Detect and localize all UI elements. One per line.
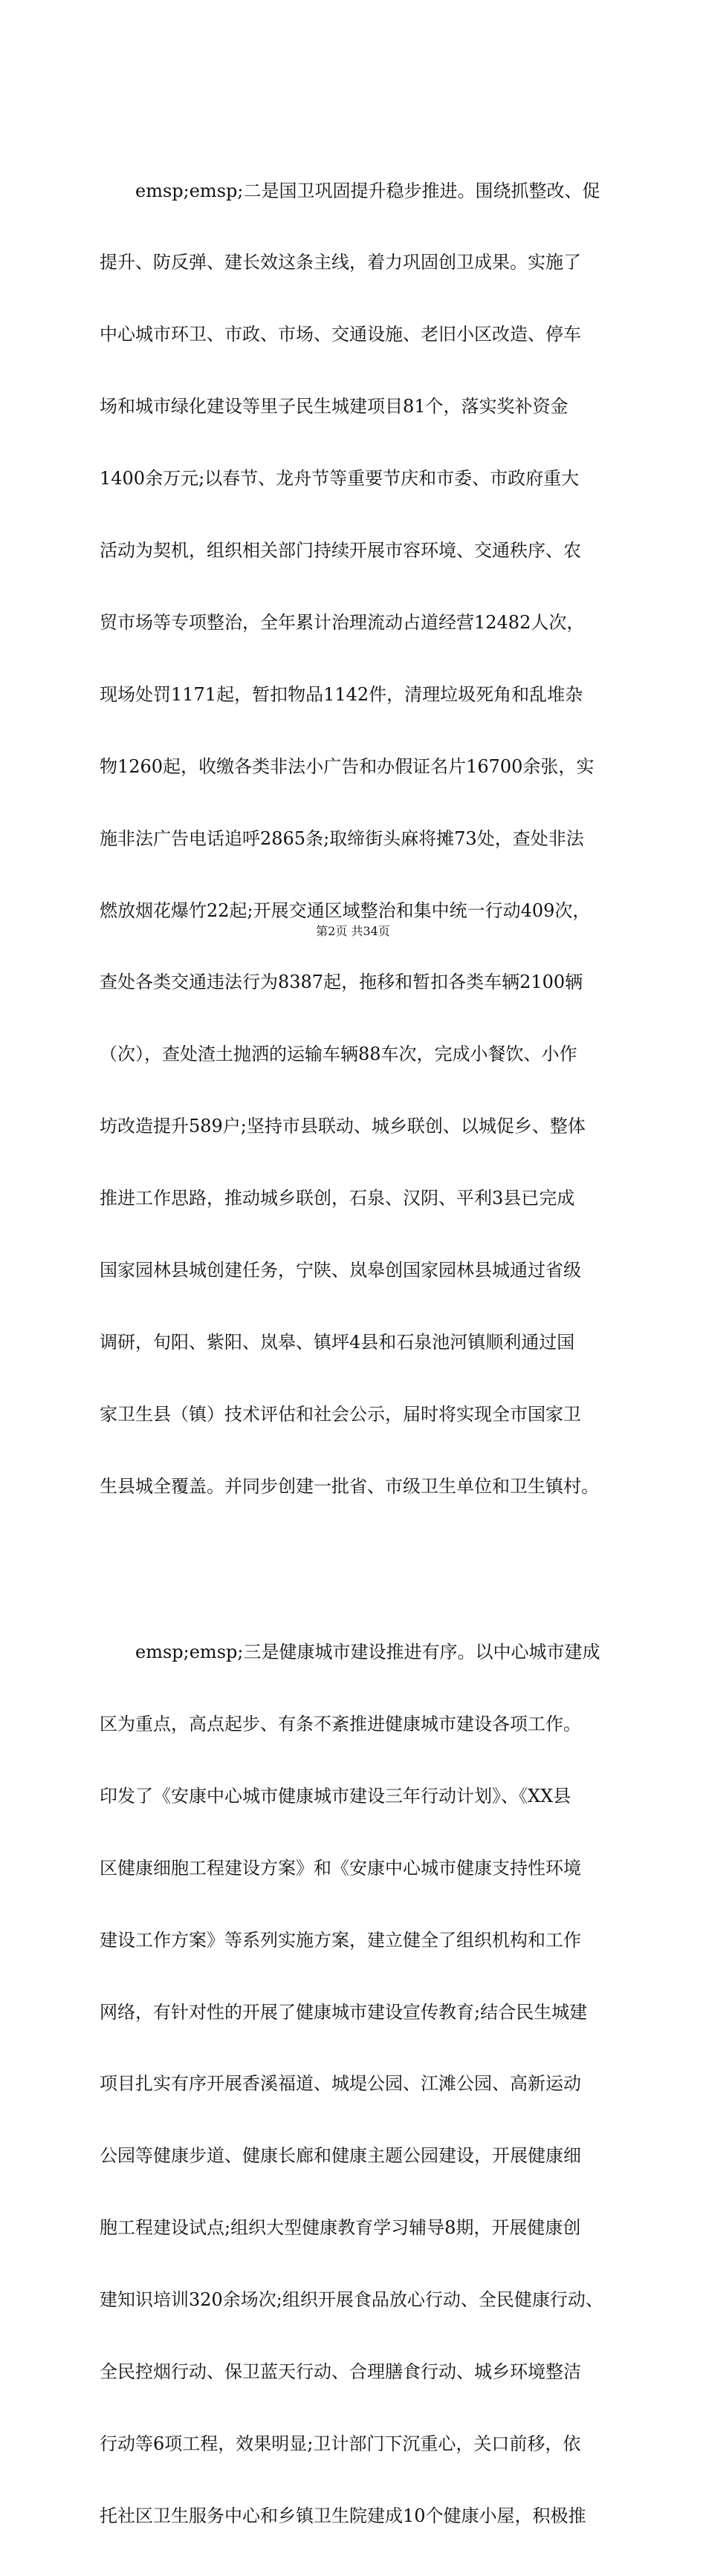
text-line: 网络，有针对性的开展了健康城市建设宣传教育;结合民生城建: [100, 2001, 588, 2023]
text-line: 场和城市绿化建设等里子民生城建项目81个，落实奖补资金: [100, 396, 569, 417]
text-line: 坊改造提升589户;坚持市县联动、城乡联创、以城促乡、整体: [100, 1116, 586, 1137]
text-line: 提升、防反弹、建长效这条主线，着力巩固创卫成果。实施了: [100, 252, 581, 273]
text-line: 调研，旬阳、紫阳、岚皋、镇坪4县和石泉池河镇顺利通过国: [100, 1331, 575, 1353]
text-line: 区健康细胞工程建设方案》和《安康中心城市健康支持性环境: [100, 1857, 581, 1879]
text-line: 1400余万元;以春节、龙舟节等重要节庆和市委、市政府重大: [100, 468, 580, 489]
text-line: 燃放烟花爆竹22起;开展交通区域整治和集中统一行动409次，: [100, 900, 591, 921]
text-line: 活动为契机，组织相关部门持续开展市容环境、交通秩序、农: [100, 540, 581, 562]
text-line: 托社区卫生服务中心和乡镇卫生院建成10个健康小屋，积极推: [100, 2505, 586, 2526]
text-line: 胞工程建设试点;组织大型健康教育学习辅导8期，开展健康创: [100, 2217, 581, 2239]
text-line: 行动等6项工程，效果明显;卫计部门下沉重心，关口前移，依: [100, 2433, 581, 2454]
text-line: 国家园林县城创建任务，宁陕、岚皋创国家园林县城通过省级: [100, 1259, 581, 1281]
text-line: 印发了《安康中心城市健康城市建设三年行动计划》、《XX县: [100, 1785, 571, 1806]
text-line: 生县城全覆盖。并同步创建一批省、市级卫生单位和卫生镇村。: [100, 1475, 599, 1497]
text-line: 家卫生县（镇）技术评估和社会公示，届时将实现全市国家卫: [100, 1403, 581, 1425]
text-line: 中心城市环卫、市政、市场、交通设施、老旧小区改造、停车: [100, 324, 581, 345]
text-line: 建设工作方案》等系列实施方案，建立健全了组织机构和工作: [100, 1929, 581, 1951]
text-line: emsp;emsp;三是健康城市建设推进有序。以中心城市建成: [135, 1642, 600, 1663]
text-line: 推进工作思路，推动城乡联创，石泉、汉阴、平利3县已完成: [100, 1188, 575, 1209]
paragraph-national-health-city: [100, 131, 627, 1546]
text-line: 全民控烟行动、保卫蓝天行动、合理膳食行动、城乡环境整洁: [100, 2361, 581, 2383]
paragraph-healthy-city: [100, 1593, 627, 2576]
text-line: emsp;emsp;二是国卫巩固提升稳步推进。围绕抓整改、促: [135, 180, 600, 201]
document-body: [100, 131, 627, 2576]
text-line: 贸市场等专项整治，全年累计治理流动占道经营12482人次，: [100, 611, 585, 633]
text-line: 建知识培训320余场次;组织开展食品放心行动、全民健康行动、: [100, 2289, 603, 2311]
text-line: （次），查处渣土抛洒的运输车辆88车次，完成小餐饮、小作: [100, 1044, 577, 1065]
text-line: 查处各类交通违法行为8387起，拖移和暂扣各类车辆2100辆: [100, 972, 583, 993]
text-line: 项目扎实有序开展香溪福道、城堤公园、江滩公园、高新运动: [100, 2073, 581, 2095]
text-line: 现场处罚1171起，暂扣物品1142件，清理垃圾死角和乱堆杂: [100, 683, 583, 705]
text-line: 公园等健康步道、健康长廊和健康主题公园建设，开展健康细: [100, 2145, 581, 2167]
text-line: 施非法广告电话追呼2865条;取缔街头麻将摊73处，查处非法: [100, 827, 584, 849]
page-number-footer: 第2页 共34页: [316, 924, 390, 938]
paragraph-spacer: [100, 1546, 627, 1593]
text-line: 物1260起，收缴各类非法小广告和办假证名片16700余张，实: [100, 755, 595, 777]
text-line: 区为重点，高点起步、有条不紊推进健康城市建设各项工作。: [100, 1714, 581, 1734]
